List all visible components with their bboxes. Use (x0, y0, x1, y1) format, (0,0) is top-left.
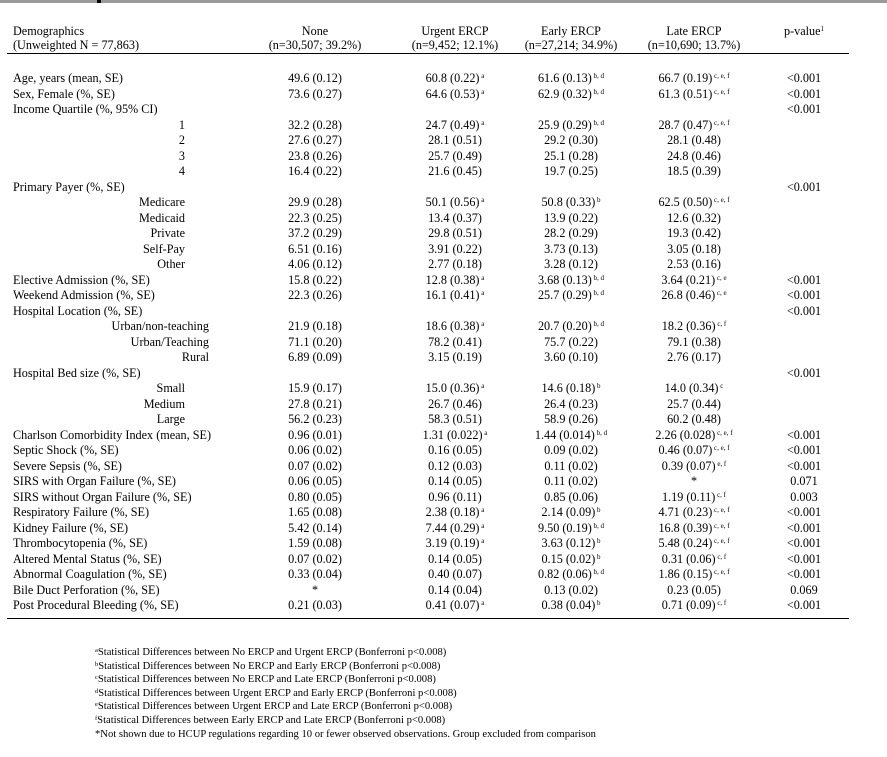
p-value-cell: <0.001 (786, 288, 822, 302)
table-cell (233, 180, 397, 196)
table-cell: 28.2 (0.29) (544, 226, 598, 240)
table-cell: 0.15 (0.02) $^b$ (541, 551, 601, 566)
table-row (7, 490, 849, 506)
table-row (7, 505, 849, 521)
table-cell: 9.50 (0.19) $^{b, d}$ (537, 520, 605, 535)
table-cell: 27.8 (0.21) (288, 396, 342, 411)
table-cell: 25.7 (0.44) (667, 396, 721, 411)
table-cell: 49.6 (0.12) (288, 71, 342, 85)
table-cell: 0.14 (0.05) (428, 474, 482, 488)
row-label: Weekend Admission (%, SE) (13, 288, 155, 302)
table-cell: 29.9 (0.28) (288, 195, 342, 209)
row-label: Charlson Comorbidity Index (mean, SE) (13, 427, 212, 442)
table-cell (233, 366, 397, 382)
p-value-cell: <0.001 (786, 458, 822, 473)
row-label: Self-Pay (143, 241, 185, 256)
table-cell: 22.3 (0.26) (288, 288, 342, 302)
table-cell: 20.7 (0.20) $^{b, d}$ (537, 319, 605, 333)
table-cell: 1.86 (0.15) $^{c, e, f}$ (658, 567, 730, 581)
table-cell: 2.77 (0.18) (428, 257, 482, 271)
table-cell: 0.06 (0.02) (288, 443, 342, 457)
row-label: 2 (178, 133, 185, 147)
table-cell: 3.05 (0.18) (667, 241, 721, 256)
table-cell: 3.19 (0.19) $^a$ (425, 536, 485, 550)
table-cell: 4.06 (0.12) (288, 257, 342, 271)
table-cell: 78.2 (0.41) (428, 334, 482, 349)
header-none-n: (n=30,507; 39.2%) (233, 38, 397, 54)
table-cell: 0.16 (0.05) (428, 443, 482, 457)
p-value-cell (759, 226, 849, 242)
table-cell: 0.41 (0.07) $^a$ (397, 598, 513, 618)
table-cell: 24.7 (0.49) $^a$ (425, 117, 485, 132)
table-cell (233, 102, 397, 118)
table-cell: 25.1 (0.28) (544, 148, 598, 163)
p-value-cell (759, 335, 849, 351)
table-cell (397, 366, 513, 382)
table-cell: 0.23 (0.05) (667, 582, 721, 597)
table-row (7, 567, 849, 583)
p-value-cell (759, 242, 849, 258)
table-cell: 19.7 (0.25) (544, 164, 598, 178)
table-cell: 16.1 (0.41) $^a$ (425, 288, 485, 302)
table-cell: 6.89 (0.09) (288, 350, 342, 364)
table-row (7, 273, 849, 289)
row-label: Septic Shock (%, SE) (13, 443, 119, 457)
table-row (7, 71, 849, 87)
table-cell (513, 102, 629, 118)
table-cell: 0.38 (0.04) $^b$ (513, 598, 629, 618)
table-cell: 0.14 (0.04) (428, 582, 482, 597)
table-cell: 16.8 (0.39) $^{c, e, f}$ (658, 520, 730, 535)
table-cell: 23.8 (0.26) (288, 148, 342, 163)
table-row (7, 304, 849, 320)
table-cell: * (690, 474, 698, 488)
table-cell: 60.2 (0.48) (667, 412, 721, 426)
table-body (7, 54, 849, 619)
p-value-cell (759, 257, 849, 273)
p-value-cell: <0.001 (786, 71, 822, 85)
p-value-cell: <0.001 (786, 551, 822, 566)
table-cell: 0.39 (0.07) $^{e, f}$ (661, 458, 727, 473)
table-cell: 0.96 (0.11) (428, 489, 482, 504)
p-value-cell (759, 397, 849, 413)
table-row (7, 583, 849, 599)
table-row (7, 536, 849, 552)
row-label: 1 (178, 117, 185, 132)
table-cell: 0.14 (0.05) (428, 551, 482, 566)
table-cell: 1.65 (0.08) (288, 505, 342, 519)
row-label: Hospital Location (%, SE) (13, 303, 143, 318)
row-label: Income Quartile (%, 95% CI) (13, 102, 158, 116)
row-label: Age, years (mean, SE) (13, 71, 123, 85)
table-cell (397, 102, 513, 118)
table-cell: 18.2 (0.36) $^{c, f}$ (661, 319, 727, 333)
table-cell (629, 102, 759, 118)
table-cell: 2.76 (0.17) (667, 350, 721, 364)
row-label: Respiratory Failure (%, SE) (13, 505, 150, 519)
table-cell: 25.9 (0.29) $^{b, d}$ (537, 117, 605, 132)
table-cell (513, 180, 629, 196)
table-cell: 3.73 (0.13) (544, 241, 598, 256)
header-row-1 (7, 23, 849, 38)
row-label: Small (156, 381, 185, 395)
p-value-cell: <0.001 (786, 443, 822, 457)
row-label: Post Procedural Bleeding (%, SE) (7, 598, 233, 618)
table-cell: 0.21 (0.03) (233, 598, 397, 618)
table-cell: 0.07 (0.02) (288, 458, 342, 473)
row-label: Urban/Teaching (130, 334, 209, 349)
p-value-cell (759, 195, 849, 211)
table-cell: 21.6 (0.45) (428, 164, 482, 178)
row-label: Medicare (138, 195, 185, 209)
footnote-line: $^a$Statistical Differences between No ERCP and Urgent ERCP (Bonferroni p<0.008) (95, 647, 447, 658)
p-value-cell (759, 350, 849, 366)
p-value-cell: <0.001 (786, 365, 822, 380)
row-label: Elective Admission (%, SE) (13, 272, 150, 287)
table-cell: 0.12 (0.03) (428, 458, 482, 473)
p-value-cell (759, 319, 849, 335)
row-label: Altered Mental Status (%, SE) (13, 551, 162, 566)
row-label: Kidney Failure (%, SE) (13, 520, 129, 535)
table-cell: 58.9 (0.26) (544, 412, 598, 426)
table-cell: 37.2 (0.29) (288, 226, 342, 240)
table-cell: 26.8 (0.46) $^{c, e}$ (661, 288, 727, 302)
table-cell: 2.26 (0.028) $^{c, e, f}$ (655, 427, 733, 442)
table-row (7, 102, 849, 118)
footnote-line: $^d$Statistical Differences between Urgent ERCP and Early ERCP (Bonferroni p<0.008) (95, 687, 457, 699)
table-cell: 1.31 (0.022) $^a$ (422, 427, 488, 442)
table-cell: 58.3 (0.51) (428, 412, 482, 426)
table-cell: 15.9 (0.17) (288, 381, 342, 395)
p-value-cell (759, 381, 849, 397)
table-cell: 73.6 (0.27) (288, 86, 342, 101)
header-urgent-ercp: Urgent ERCP (421, 24, 489, 38)
header-none: None (301, 24, 329, 38)
row-label: SIRS with Organ Failure (%, SE) (13, 474, 176, 488)
table-cell: 13.9 (0.22) (544, 210, 598, 225)
table-row (7, 257, 849, 273)
table-cell: 0.80 (0.05) (288, 489, 342, 504)
row-label: Urban/non-teaching (111, 319, 209, 333)
p-value-cell: 0.069 (790, 582, 818, 597)
table-row (7, 242, 849, 258)
table-row (7, 552, 849, 568)
header-unweighted-n: (Unweighted N = 77,863) (7, 38, 233, 54)
table-cell: 1.59 (0.08) (288, 536, 342, 550)
table-cell: 62.5 (0.50) $^{c, e, f}$ (658, 195, 730, 209)
table-cell: 18.6 (0.38) $^a$ (425, 319, 485, 333)
table-cell: 14.6 (0.18) $^b$ (541, 381, 601, 395)
table-cell: 50.8 (0.33) $^b$ (541, 195, 601, 209)
table-cell: 12.8 (0.38) $^a$ (425, 272, 485, 287)
table-cell: 1.44 (0.014) $^{b, d}$ (534, 427, 608, 442)
p-value-cell: <0.001 (759, 598, 849, 618)
table-cell: 3.28 (0.12) (544, 257, 598, 271)
p-value-cell: <0.001 (786, 102, 822, 116)
table-cell: 25.7 (0.49) (428, 148, 482, 163)
table-cell: 2.53 (0.16) (667, 257, 721, 271)
table-cell: 28.1 (0.48) (667, 133, 721, 147)
table-row (7, 133, 849, 149)
table-cell: 3.91 (0.22) (428, 241, 482, 256)
table-cell: 0.11 (0.02) (544, 474, 598, 488)
header-urgent-n: (n=9,452; 12.1%) (397, 38, 513, 54)
table-cell: 14.0 (0.34) $^c$ (664, 381, 724, 395)
table-cell: 0.31 (0.06) $^{c, f}$ (661, 551, 727, 566)
row-label: Medicaid (138, 210, 185, 225)
p-value-cell: <0.001 (786, 303, 822, 318)
row-label: Large (156, 412, 185, 426)
table-cell: 3.60 (0.10) (544, 350, 598, 364)
header-late-ercp: Late ERCP (666, 24, 722, 38)
table-cell: 3.63 (0.12) $^b$ (541, 536, 601, 550)
row-label: Severe Sepsis (%, SE) (13, 458, 122, 473)
p-value-cell: <0.001 (786, 567, 822, 581)
table-cell: 6.51 (0.16) (288, 241, 342, 256)
table-row (7, 412, 849, 428)
table-cell: 24.8 (0.46) (667, 148, 721, 163)
p-value-cell (759, 133, 849, 149)
table-cell: 3.15 (0.19) (428, 350, 482, 364)
table-cell: 50.1 (0.56) $^a$ (425, 195, 485, 209)
table-row (7, 164, 849, 180)
table-cell: 56.2 (0.23) (288, 412, 342, 426)
p-value-cell: <0.001 (786, 86, 822, 101)
row-label: Hospital Bed size (%, SE) (13, 365, 141, 380)
row-label: Bile Duct Perforation (%, SE) (13, 582, 160, 597)
p-value-cell: <0.001 (786, 272, 822, 287)
table-cell: 66.7 (0.19) $^{c, e, f}$ (658, 71, 730, 85)
table-cell: 12.6 (0.32) (667, 210, 721, 225)
table-cell (397, 304, 513, 320)
row-label: Medium (143, 396, 185, 411)
footnote-line: *Not shown due to HCUP regulations regarding 10 or fewer observed observations. Group excluded from comparison (95, 728, 596, 740)
table-row (7, 521, 849, 537)
table-cell: 0.71 (0.09) $^{c, f}$ (629, 598, 759, 618)
table-cell: 32.2 (0.28) (288, 117, 342, 132)
table-cell: 71.1 (0.20) (288, 334, 342, 349)
table-row (7, 350, 849, 366)
row-label: Thrombocytopenia (%, SE) (13, 536, 148, 550)
header-row-2 (7, 38, 849, 54)
table-cell: 26.7 (0.46) (428, 396, 482, 411)
table-cell: * (311, 582, 319, 597)
table-row (7, 474, 849, 490)
table-cell: 3.68 (0.13) $^{b, d}$ (537, 272, 605, 287)
table-row (7, 195, 849, 211)
table-cell (629, 304, 759, 320)
table-cell: 61.3 (0.51) $^{c, e, f}$ (658, 86, 730, 101)
table-cell: 0.40 (0.07) (428, 567, 482, 581)
p-value-cell: 0.003 (790, 489, 818, 504)
table-cell: 0.85 (0.06) (544, 489, 598, 504)
header-early-ercp: Early ERCP (541, 24, 601, 38)
table-cell (397, 180, 513, 196)
table-cell: 16.4 (0.22) (288, 164, 342, 178)
table-row (7, 598, 849, 618)
table-cell: 27.6 (0.27) (288, 133, 342, 147)
table-row (7, 211, 849, 227)
table-cell: 4.71 (0.23) $^{c, e, f}$ (658, 505, 730, 519)
table-cell: 60.8 (0.22) $^a$ (425, 71, 485, 85)
p-value-cell: <0.001 (786, 427, 822, 442)
table-cell: 79.1 (0.38) (667, 334, 721, 349)
table-cell: 0.46 (0.07) $^{c, e, f}$ (658, 443, 730, 457)
header-p-value: p-value$^1$ (783, 24, 825, 38)
table-cell: 3.64 (0.21) $^{c, e}$ (661, 272, 727, 287)
table-cell: 64.6 (0.53) $^a$ (425, 86, 485, 101)
table-cell: 29.8 (0.51) (428, 226, 482, 240)
table-cell (629, 366, 759, 382)
table-row (7, 87, 849, 103)
table-row (7, 459, 849, 475)
table-row (7, 288, 849, 304)
header-late-n: (n=10,690; 13.7%) (629, 38, 759, 54)
table-cell: 29.2 (0.30) (544, 133, 598, 147)
header-early-n: (n=27,214; 34.9%) (513, 38, 629, 54)
table-cell: 61.6 (0.13) $^{b, d}$ (537, 71, 605, 85)
table-cell: 5.48 (0.24) $^{c, e, f}$ (658, 536, 730, 550)
table-row (7, 319, 849, 335)
table-cell (513, 304, 629, 320)
table-row (7, 180, 849, 196)
p-value-cell: <0.001 (786, 520, 822, 535)
table-cell: 0.33 (0.04) (288, 567, 342, 581)
table-row (7, 335, 849, 351)
table-cell: 0.13 (0.02) (544, 582, 598, 597)
table-cell (629, 180, 759, 196)
p-value-cell: <0.001 (786, 505, 822, 519)
footnote-line: $^b$Statistical Differences between No ERCP and Early ERCP (Bonferroni p<0.008) (95, 660, 441, 672)
table-row (7, 226, 849, 242)
row-label: 4 (178, 164, 185, 178)
table-cell: 75.7 (0.22) (544, 334, 598, 349)
table-cell: 0.11 (0.02) (544, 458, 598, 473)
table-cell: 25.7 (0.29) $^{b, d}$ (537, 288, 605, 302)
table-cell: 15.0 (0.36) $^a$ (425, 381, 485, 395)
footnote-line: $^f$Statistical Differences between Early ERCP and Late ERCP (Bonferroni p<0.008) (95, 714, 446, 726)
table-row (7, 366, 849, 382)
table-cell: 21.9 (0.18) (288, 319, 342, 333)
table-cell: 15.8 (0.22) (288, 272, 342, 287)
footnotes (95, 646, 596, 741)
table-cell: 2.38 (0.18) $^a$ (425, 505, 485, 519)
table-row (7, 149, 849, 165)
table-cell: 1.19 (0.11) $^{c, f}$ (661, 489, 727, 504)
table-cell: 5.42 (0.14) (288, 520, 342, 535)
demographics-table (7, 23, 849, 619)
table-row (7, 118, 849, 134)
p-value-cell: <0.001 (786, 536, 822, 550)
table-cell: 19.3 (0.42) (667, 226, 721, 240)
row-label: SIRS without Organ Failure (%, SE) (13, 489, 192, 504)
table-cell: 28.7 (0.47) $^{c, e, f}$ (658, 117, 730, 132)
table-cell: 2.14 (0.09) $^b$ (541, 505, 601, 519)
table-cell: 26.4 (0.23) (544, 396, 598, 411)
p-value-cell: 0.071 (790, 474, 818, 488)
table-row (7, 428, 849, 444)
row-label: Sex, Female (%, SE) (13, 86, 115, 101)
footnote-line: $^c$Statistical Differences between No ERCP and Late ERCP (Bonferroni p<0.008) (95, 674, 436, 686)
p-value-cell (759, 211, 849, 227)
row-label: Rural (181, 350, 209, 364)
p-value-cell (759, 412, 849, 428)
row-label: Abnormal Coagulation (%, SE) (13, 567, 167, 581)
table-cell: 62.9 (0.32) $^{b, d}$ (537, 86, 605, 101)
table-cell (513, 366, 629, 382)
table-cell: 0.06 (0.05) (288, 474, 342, 488)
p-value-cell (759, 164, 849, 180)
table-row (7, 381, 849, 397)
top-rule (0, 0, 887, 3)
row-label: Other (157, 257, 185, 271)
row-label: Primary Payer (%, SE) (13, 179, 125, 194)
table-cell (233, 304, 397, 320)
p-value-cell (759, 149, 849, 165)
table-cell: 7.44 (0.29) $^a$ (425, 520, 485, 535)
table-cell: 0.96 (0.01) (288, 427, 342, 442)
table-cell: 28.1 (0.51) (428, 133, 482, 147)
table-cell: 0.82 (0.06) $^{b, d}$ (537, 567, 605, 581)
table-row (7, 443, 849, 459)
table-row (7, 397, 849, 413)
footnote-line: $^e$Statistical Differences between Urgent ERCP and Late ERCP (Bonferroni p<0.008) (95, 701, 453, 713)
row-label: 3 (178, 148, 185, 163)
p-value-cell (759, 118, 849, 134)
table-cell: 0.07 (0.02) (288, 551, 342, 566)
p-value-cell: <0.001 (786, 179, 822, 194)
table-cell: 22.3 (0.25) (288, 210, 342, 225)
header-demographics: Demographics (13, 24, 85, 38)
spacer-row (7, 54, 849, 72)
table-cell: 13.4 (0.37) (428, 210, 482, 225)
table-cell: 18.5 (0.39) (667, 164, 721, 178)
table-cell: 0.09 (0.02) (544, 443, 598, 457)
row-label: Private (150, 226, 185, 240)
